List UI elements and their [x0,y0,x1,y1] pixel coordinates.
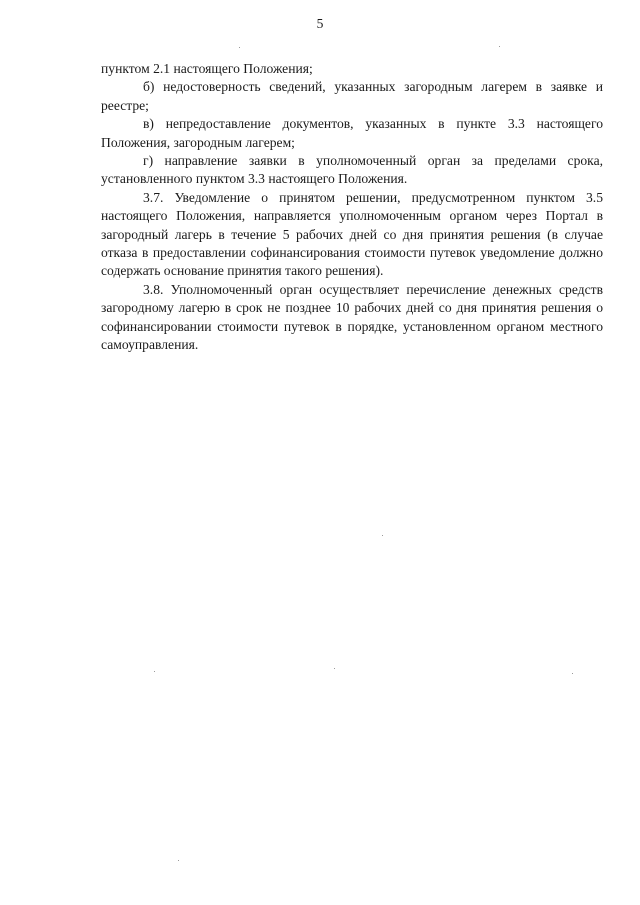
scan-speck [239,47,240,48]
scan-speck [499,46,500,47]
scan-speck [572,673,573,674]
scan-speck [154,671,155,672]
scan-speck [334,668,335,669]
paragraph-item-g: г) направление заявки в уполномоченный орган за пределами срока, установленного пунктом 3.3 настоящего Положения. [101,153,603,187]
scan-speck [178,860,179,861]
paragraph-continuation: пунктом 2.1 настоящего Положения; [101,61,313,76]
page-number: 5 [316,16,324,31]
paragraph-clause-3-8: 3.8. Уполномоченный орган осуществляет перечисление денежных средств загородному лагерю в срок не позднее 10 рабочих дней со дня принятия решения о софинансировании стоимости путевок в порядке, установленном органом местного самоуправления. [101,281,603,353]
paragraph-clause-3-7: 3.7. Уведомление о принятом решении, предусмотренном пунктом 3.5 настоящего Положения, направляется уполномоченным органом через Портал в загородный лагерь в течение 5 рабочих дней со дня принятия решения (в случае отказа в предоставлении софинансирования стоимости путевок уведомление должно содержать основание принятия такого решения). [101,189,603,279]
scan-speck [382,535,383,536]
body-text [101,60,603,355]
paragraph-item-v: в) непредоставление документов, указанных в пункте 3.3 настоящего Положения, загородным лагерем; [101,116,603,150]
paragraph-item-b: б) недостоверность сведений, указанных загородным лагерем в заявке и реестре; [101,79,603,113]
